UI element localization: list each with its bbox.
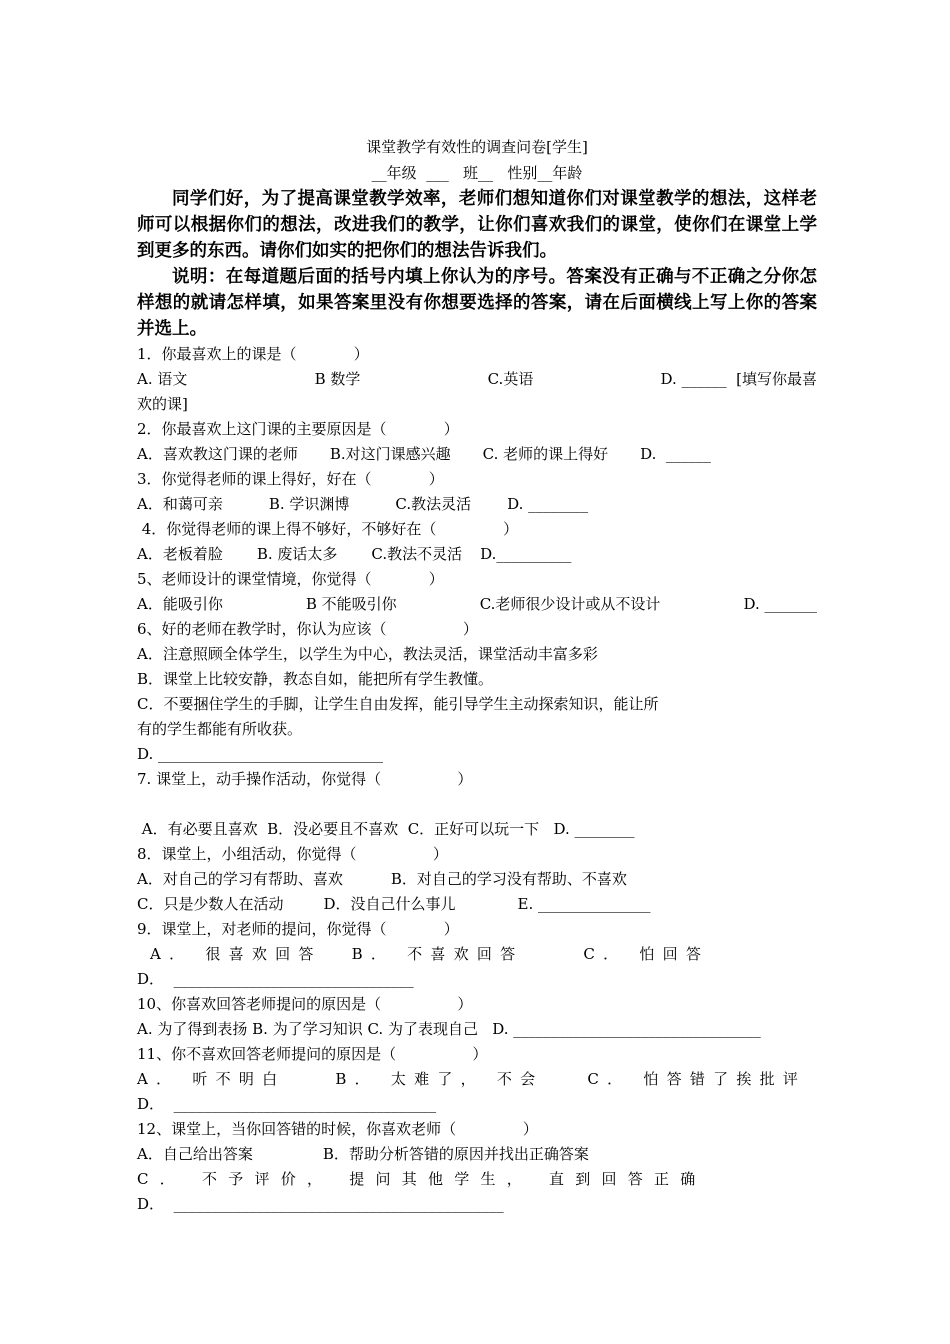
option-b: B． 太难了， 不会 <box>335 1070 544 1088</box>
option-a: A. 语文 <box>137 370 188 388</box>
option-a: A．和蔼可亲 <box>137 495 223 513</box>
option-b: B． 不喜欢回答 <box>351 945 524 963</box>
option-d: D. ______ <box>640 445 711 463</box>
option-d: D． ____________________________________________ <box>137 1195 504 1213</box>
option-d: D. ________ <box>507 495 589 513</box>
option-a: A．自己给出答案 <box>137 1145 253 1163</box>
question-4: 4．你觉得老师的课上得不够好，不够好在（ ） <box>137 520 519 538</box>
option-a: A．对自己的学习有帮助、喜欢 <box>137 870 343 888</box>
option-b: B．课堂上比较安静，教态自如，能把所有学生教懂。 <box>137 670 494 688</box>
option-d: D. ______ [填写你最喜 <box>660 370 817 388</box>
option-d: D．没自己什么事儿 <box>323 895 456 913</box>
option-d: D． ________________________________ <box>137 970 414 988</box>
question-5-options <box>137 592 817 617</box>
option-a: A． 听不明白 <box>137 1070 286 1088</box>
questionnaire-page <box>137 134 817 1217</box>
option-b: B 不能吸引你 <box>305 595 397 613</box>
option-c: C.英语 <box>487 370 534 388</box>
option-c-continued: 有的学生都能有所收获。 <box>137 720 303 738</box>
question-5: 5、老师设计的课堂情境，你觉得（ ） <box>137 570 444 588</box>
student-info-line: __年级 ___ 班__ 性别__年龄 <box>371 164 583 182</box>
option-d: D.__________ <box>480 545 572 563</box>
option-d: D. _______ <box>743 595 817 613</box>
question-3-options <box>137 492 817 517</box>
option-b: B 数学 <box>314 370 361 388</box>
option-c: C.教法不灵活 <box>371 545 463 563</box>
question-10-options: A. 为了得到表扬 B. 为了学习知识 C. 为了表现自己 D. _________________________________ <box>137 1020 761 1038</box>
question-11: 11、你不喜欢回答老师提问的原因是（ ） <box>137 1045 488 1063</box>
intro-paragraph: 同学们好，为了提高课堂教学效率，老师们想知道你们对课堂教学的想法，这样老师可以根据你们的想法，改进我们的教学，让你们喜欢我们的课堂，使你们在课堂上学到更多的东西。请你们如实的把你们的想法告诉我们。 <box>137 189 817 261</box>
question-8-options-row1 <box>137 867 817 892</box>
blank-line <box>137 792 817 817</box>
question-9-options <box>137 942 817 967</box>
option-c: C.老师很少设计或从不设计 <box>479 595 661 613</box>
question-7-options: A．有必要且喜欢 B．没必要且不喜欢 C．正好可以玩一下 D. ________ <box>137 820 635 838</box>
option-a: A．注意照顾全体学生，以学生为中心，教法灵活，课堂活动丰富多彩 <box>137 645 598 663</box>
page-title: 课堂教学有效性的调查问卷[学生] <box>366 138 588 156</box>
option-b: B．帮助分析答错的原因并找出正确答案 <box>322 1145 589 1163</box>
option-c: C． 怕回答 <box>583 945 710 963</box>
question-3: 3．你觉得老师的课上得好，好在（ ） <box>137 470 444 488</box>
question-11-options <box>137 1067 817 1092</box>
option-d: D． ___________________________________ <box>137 1095 437 1113</box>
question-8-options-row2 <box>137 892 817 917</box>
option-a: A．喜欢教这门课的老师 <box>137 445 298 463</box>
option-d-continued: 欢的课] <box>137 395 188 413</box>
option-a: A． 很喜欢回答 <box>137 945 322 963</box>
question-6: 6、好的老师在教学时，你认为应该（ ） <box>137 620 478 638</box>
question-2: 2．你最喜欢上这门课的主要原因是（ ） <box>137 420 459 438</box>
option-b: B. 学识渊博 <box>268 495 350 513</box>
question-4-options <box>137 542 817 567</box>
question-1: 1．你最喜欢上的课是（ ） <box>137 345 369 363</box>
option-e: E. _______________ <box>517 895 651 913</box>
question-12: 12、课堂上，当你回答错的时候，你喜欢老师（ ） <box>137 1120 538 1138</box>
option-b: B．对自己的学习没有帮助、不喜欢 <box>390 870 627 888</box>
question-10: 10、你喜欢回答老师提问的原因是（ ） <box>137 995 473 1013</box>
question-8: 8．课堂上，小组活动，你觉得（ ） <box>137 845 448 863</box>
option-a: A．能吸引你 <box>137 595 223 613</box>
option-b: B. 废话太多 <box>256 545 338 563</box>
option-a: A．老板着脸 <box>137 545 223 563</box>
option-c: C． 不予评价， 提问其他学生， 直到回答正确 <box>137 1170 707 1188</box>
question-2-options <box>137 442 817 467</box>
option-c: C. 老师的课上得好 <box>482 445 609 463</box>
option-c: C． 怕答错了挨批评 <box>587 1070 807 1088</box>
question-7: 7. 课堂上，动手操作活动，你觉得（ ） <box>137 770 473 788</box>
option-c: C.教法灵活 <box>395 495 472 513</box>
option-c: C．只是少数人在活动 <box>137 895 284 913</box>
option-d: D. ______________________________ <box>137 745 384 763</box>
question-9: 9．课堂上，对老师的提问，你觉得（ ） <box>137 920 459 938</box>
question-1-options <box>137 367 817 392</box>
option-c: C．不要捆住学生的手脚，让学生自由发挥，能引导学生主动探索知识，能让所 <box>137 695 659 713</box>
instructions-paragraph: 说明：在每道题后面的括号内填上你认为的序号。答案没有正确与不正确之分你怎样想的就请怎样填，如果答案里没有你想要选择的答案，请在后面横线上写上你的答案并选上。 <box>137 267 817 339</box>
option-b: B.对这门课感兴趣 <box>329 445 451 463</box>
question-12-options <box>137 1142 817 1167</box>
